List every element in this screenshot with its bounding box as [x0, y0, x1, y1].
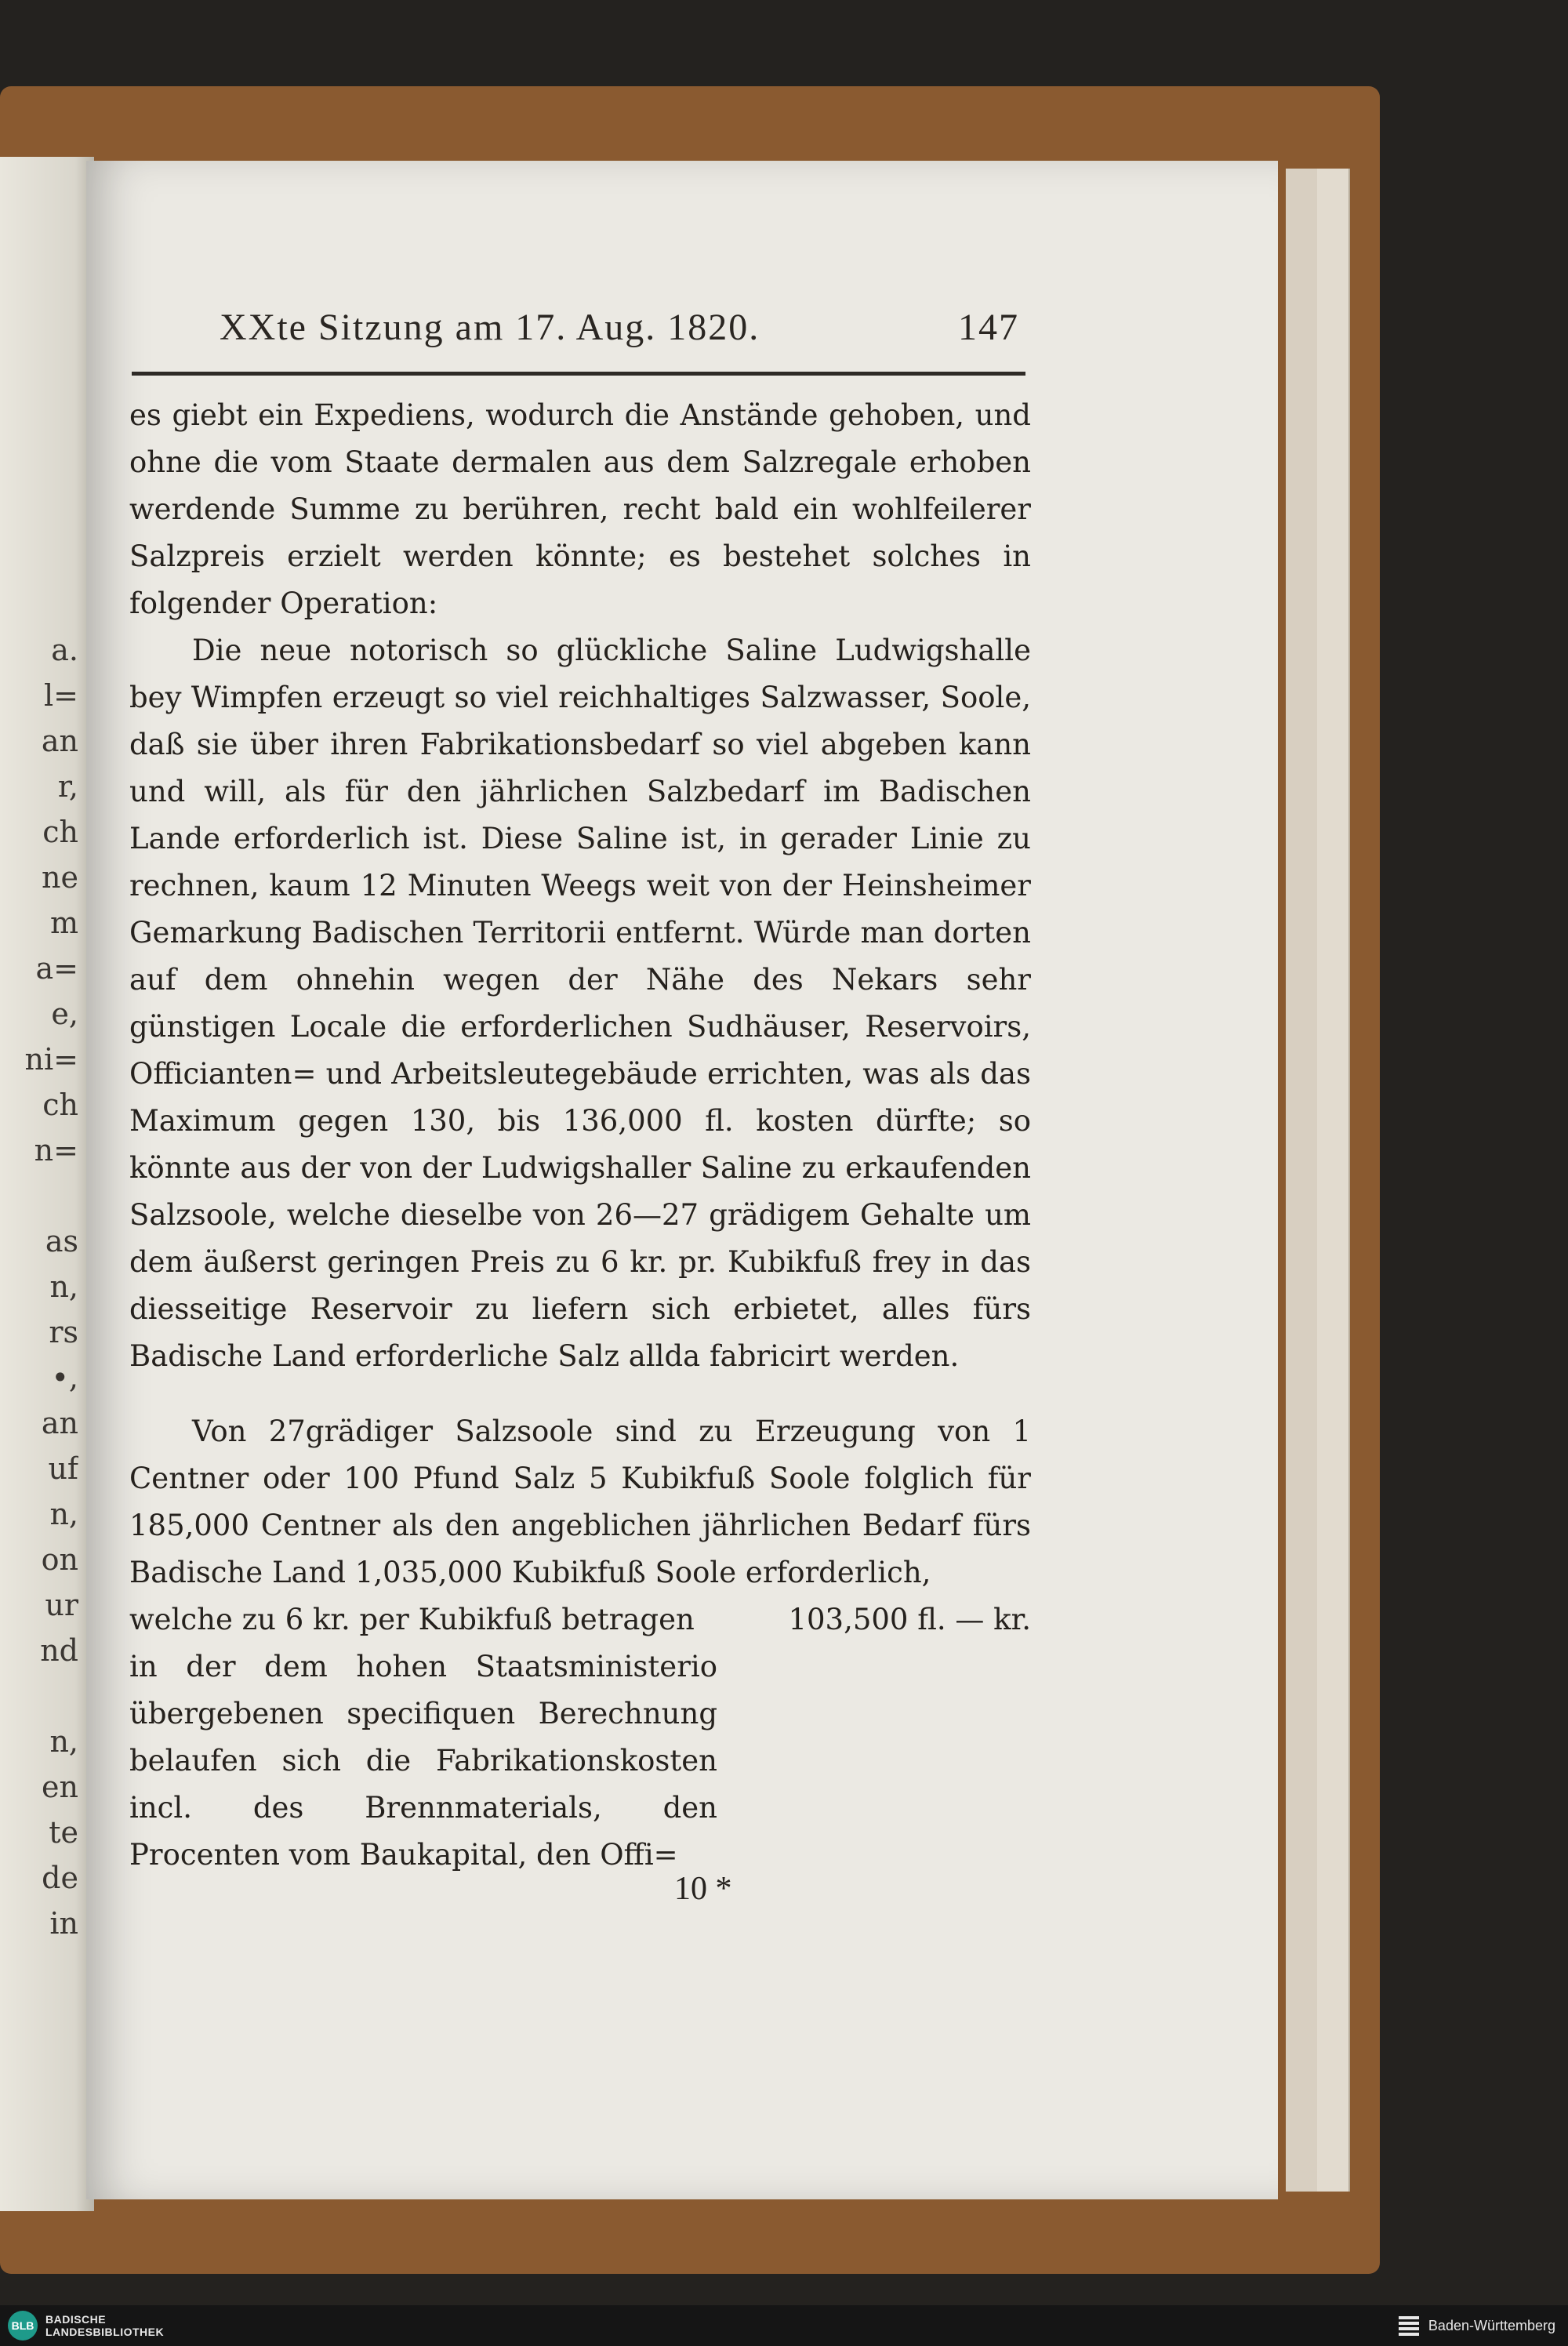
page-stack	[1317, 169, 1350, 2192]
left-edge-fragment: as	[45, 1224, 78, 1258]
left-edge-fragment: e,	[51, 997, 78, 1031]
left-edge-fragment: on	[41, 1542, 78, 1577]
left-edge-fragment: in	[49, 1906, 78, 1941]
left-edge-fragment: te	[49, 1815, 78, 1850]
left-page-text-fragments	[0, 627, 78, 1946]
signature-mark: 10 *	[674, 1871, 732, 1907]
left-edge-fragment: ne	[42, 860, 78, 895]
left-edge-fragment	[0, 1673, 78, 1719]
paragraph-3: Von 27grädiger Salzsoole sind zu Erzeugung von 1 Centner oder 100 Pfund Salz 5 Kubikfuß Soole folglich für 185,000 Centner als den angeblichen jährlichen Bedarf fürs Badische Land 1,035,000 Kubikfuß Soole erforderlich,	[129, 1414, 1031, 1589]
left-edge-fragment: en	[42, 1770, 78, 1804]
paragraph-4: in der dem hohen Staatsministerio übergebenen specifiquen Berechnung belaufen sich die Fabrikationskosten incl. des Brennmaterials, den Procenten vom Baukapital, den Offi=	[129, 1650, 717, 1872]
page-number: 147	[958, 307, 1019, 348]
left-edge-fragment: an	[41, 1406, 78, 1440]
header-rule	[132, 372, 1025, 376]
library-brand[interactable]	[8, 2311, 164, 2341]
paragraph-1: es giebt ein Expediens, wodurch die Anstände gehoben, und ohne die vom Staate dermalen aus dem Salzregale erhoben werdende Summe zu berühren, recht bald ein wohlfeilerer Salzpreis erzielt werden könnte; es bestehet solches in folgender Operation:	[129, 398, 1031, 620]
left-edge-fragment: n,	[49, 1269, 78, 1304]
baden-wuerttemberg-lions-icon	[1397, 2314, 1421, 2337]
sum-line	[129, 1596, 1031, 1643]
left-edge-fragment: l=	[44, 678, 78, 713]
left-edge-fragment: uf	[48, 1451, 78, 1486]
left-edge-fragment: ni=	[24, 1042, 78, 1077]
left-edge-fragment: ur	[45, 1588, 78, 1622]
left-edge-fragment: an	[41, 724, 78, 758]
state-brand[interactable]	[1397, 2314, 1555, 2337]
sum-text: welche zu 6 kr. per Kubikfuß betragen	[129, 1603, 695, 1636]
left-edge-fragment: ch	[42, 815, 78, 849]
left-edge-fragment: de	[42, 1861, 78, 1895]
state-name: Baden-Württemberg	[1428, 2317, 1555, 2333]
running-title: XXte Sitzung am 17. Aug. 1820.	[220, 307, 760, 348]
library-name-line2: LANDESBIBLIOTHEK	[45, 2326, 165, 2338]
running-head	[220, 306, 1019, 361]
left-edge-fragment	[0, 1173, 78, 1218]
left-edge-fragment: n,	[49, 1497, 78, 1531]
left-edge-fragment: n,	[49, 1724, 78, 1759]
footer-bar	[0, 2305, 1568, 2346]
left-edge-fragment: rs	[49, 1315, 78, 1349]
blb-logo-icon: BLB	[8, 2311, 38, 2341]
left-edge-fragment: a.	[51, 633, 78, 667]
left-edge-fragment: •,	[51, 1360, 78, 1395]
left-edge-fragment: n=	[34, 1133, 78, 1168]
library-name-line1: BADISCHE	[45, 2313, 107, 2326]
paragraph-2: Die neue notorisch so glückliche Saline Ludwigshalle bey Wimpfen erzeugt so viel reichhaltiges Salzwasser, Soole, daß sie über ihren Fabrikationsbedarf so viel abgeben kann und will, als für den jährlichen Salzbedarf im Badischen Lande erforderlich ist. Diese Saline ist, in gerader Linie zu rechnen, kaum 12 Minuten Weegs weit von der Heinsheimer Gemarkung Badischen Territorii entfernt. Würde man dorten auf dem ohnehin wegen der Nähe des Nekars sehr günstigen Locale die erforderlichen Sudhäuser, Reservoirs, Officianten= und Arbeitsleutegebäude errichten, was als das Maximum gegen 130, bis 136,000 fl. kosten dürfte; so könnte aus der von der Ludwigshaller Saline zu erkaufenden Salzsoole, welche dieselbe von 26—27 grädigem Gehalte um dem äußerst geringen Preis zu 6 kr. pr. Kubikfuß frey in das diesseitige Reservoir zu liefern sich erbietet, alles fürs Badische Land erforderliche Salz allda fabricirt werden.	[129, 634, 1031, 1373]
left-edge-fragment: r,	[57, 769, 78, 804]
page-stack	[1286, 169, 1319, 2192]
left-edge-fragment: nd	[40, 1633, 78, 1668]
left-edge-fragment: ch	[42, 1088, 78, 1122]
left-edge-fragment: m	[49, 906, 78, 940]
left-page-edge	[0, 157, 94, 2211]
page-body	[129, 392, 1031, 1879]
left-edge-fragment: a=	[35, 951, 78, 986]
sum-amount: 103,500 fl. — kr.	[788, 1603, 1031, 1636]
library-name	[45, 2313, 164, 2338]
